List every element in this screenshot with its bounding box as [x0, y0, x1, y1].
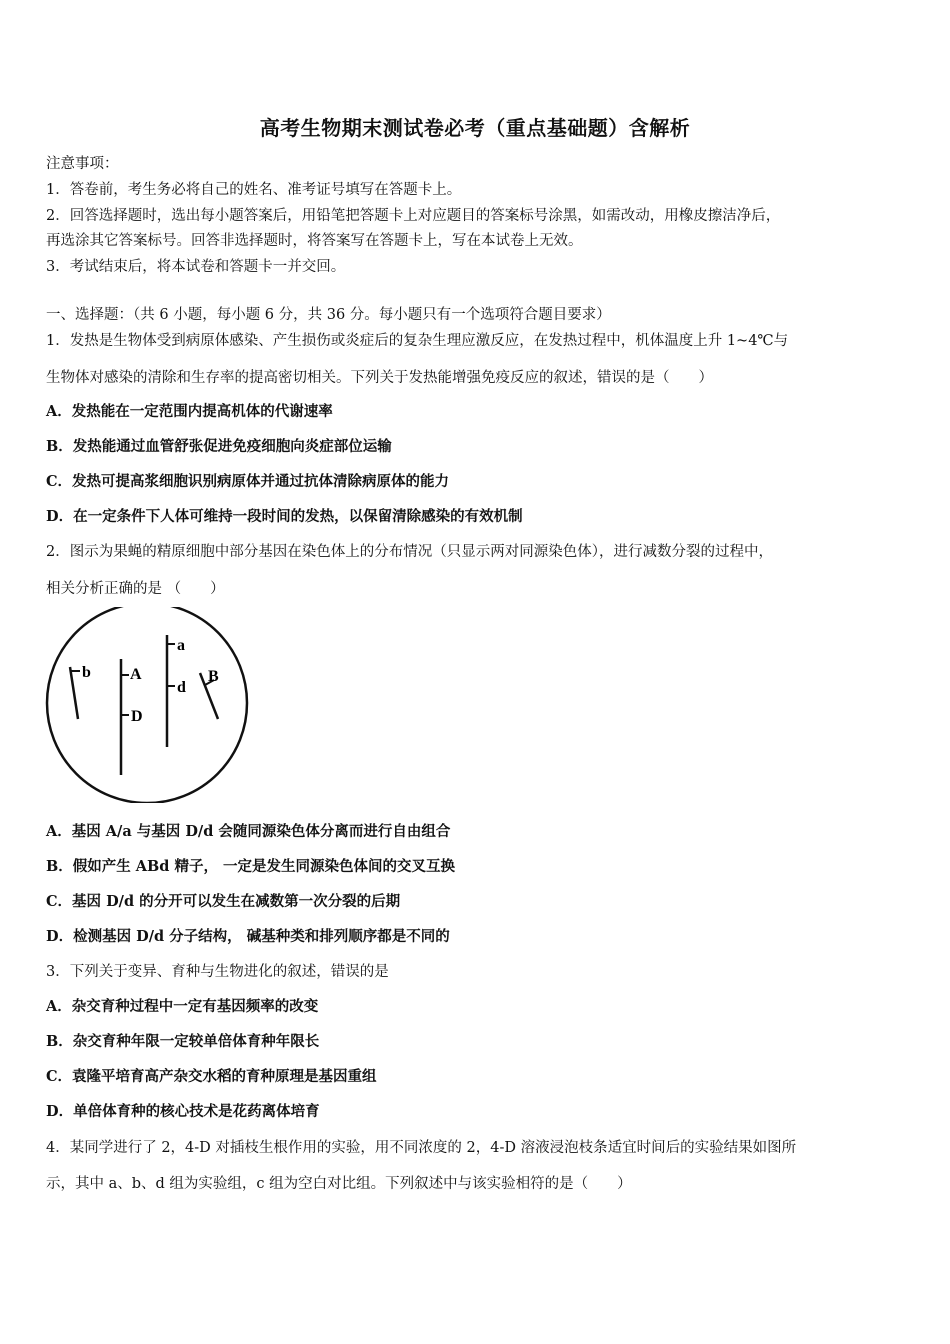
- question-1-stem-cont: 生物体对感染的清除和生存率的提高密切相关。下列关于发热能增强免疫反应的叙述，错误的是（ ）: [46, 370, 713, 386]
- gene-label-B: B: [208, 668, 219, 685]
- question-3-option-c: C．袁隆平培育高产杂交水稻的育种原理是基因重组: [46, 1068, 377, 1085]
- question-2-option-c: C．基因 D/d 的分开可以发生在减数第一次分裂的后期: [46, 893, 401, 910]
- question-1-option-d: D．在一定条件下人体可维持一段时间的发热，以保留清除感染的有效机制: [46, 508, 523, 525]
- gene-label-A: A: [130, 666, 142, 683]
- question-3-stem: 3．下列关于变异、育种与生物进化的叙述，错误的是: [46, 964, 389, 980]
- chromosome: [70, 667, 78, 719]
- question-1-option-c: C．发热可提高浆细胞识别病原体并通过抗体清除病原体的能力: [46, 473, 450, 490]
- question-2-option-a: A．基因 A/a 与基因 D/d 会随同源染色体分离而进行自由组合: [46, 823, 451, 840]
- gene-label-b: b: [82, 664, 91, 681]
- question-3-option-b: B．杂交育种年限一定较单倍体育种年限长: [46, 1033, 320, 1050]
- gene-label-a: a: [177, 637, 185, 654]
- question-1-option-a: A．发热能在一定范围内提高机体的代谢速率: [46, 403, 333, 420]
- page-title: 高考生物期末测试卷必考（重点基础题）含解析: [259, 116, 691, 140]
- question-4-stem-cont: 示，其中 a、b、d 组为实验组，c 组为空白对比组。下列叙述中与该实验相符的是（ ）: [46, 1176, 632, 1192]
- question-2-stem: 2．图示为果蝇的精原细胞中部分基因在染色体上的分布情况（只显示两对同源染色体），进行减数分裂的过程中，: [46, 544, 773, 560]
- section-heading: 一、选择题：（共 6 小题，每小题 6 分，共 36 分。每小题只有一个选项符合题目要求）: [46, 307, 611, 323]
- question-2-option-d: D．检测基因 D/d 分子结构， 碱基种类和排列顺序都是不同的: [46, 928, 450, 945]
- question-1-option-b: B．发热能通过血管舒张促进免疫细胞向炎症部位运输: [46, 438, 392, 455]
- question-2-stem-cont: 相关分析正确的是 （ ）: [46, 581, 225, 597]
- notice-item: 再选涂其它答案标号。回答非选择题时，将答案写在答题卡上，写在本试卷上无效。: [46, 233, 583, 249]
- notice-heading: 注意事项：: [46, 156, 119, 172]
- question-2-option-b: B．假如产生 ABd 精子， 一定是发生同源染色体间的交叉互换: [46, 858, 456, 875]
- gene-label-D: D: [131, 708, 143, 725]
- notice-item: 3．考试结束后，将本试卷和答题卡一并交回。: [46, 259, 346, 275]
- question-1-stem: 1．发热是生物体受到病原体感染、产生损伤或炎症后的复杂生理应激反应，在发热过程中，机体温度上升 1~4℃与: [46, 333, 789, 349]
- notice-item: 2．回答选择题时，选出每小题答案后，用铅笔把答题卡上对应题目的答案标号涂黑，如需改动，用橡皮擦洁净后，: [46, 208, 781, 224]
- question-3-option-d: D．单倍体育种的核心技术是花药离体培育: [46, 1103, 320, 1120]
- gene-label-d: d: [177, 679, 186, 696]
- chromosome-diagram: [44, 607, 256, 803]
- notice-item: 1．答卷前，考生务必将自己的姓名、准考证号填写在答题卡上。: [46, 182, 462, 198]
- question-4-stem: 4．某同学进行了 2，4-D 对插枝生根作用的实验，用不同浓度的 2，4-D 溶液浸泡枝条适宜时间后的实验结果如图所: [46, 1140, 797, 1156]
- question-3-option-a: A．杂交育种过程中一定有基因频率的改变: [46, 998, 319, 1015]
